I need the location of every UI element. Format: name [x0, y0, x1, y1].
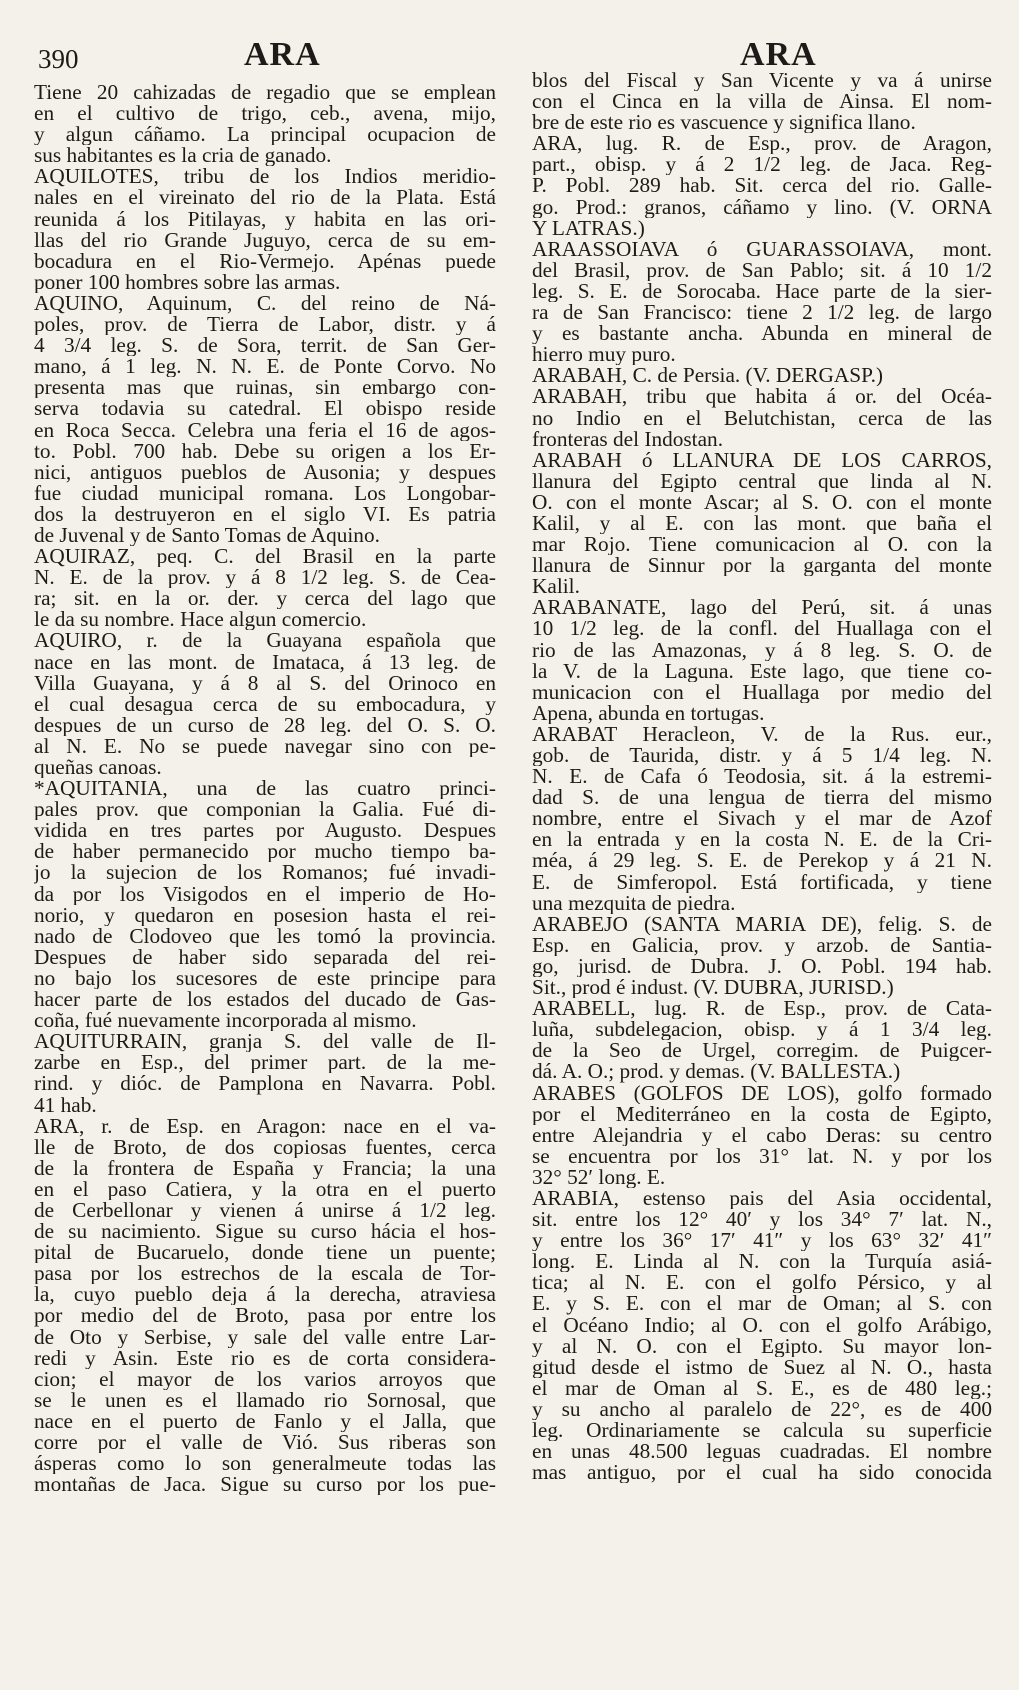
- text-line: de Juvenal y de Santo Tomas de Aquino.: [34, 524, 380, 547]
- text-line: ARAASSOIAVA ó GUARASSOIAVA, mont.: [532, 238, 992, 260]
- text-line: ARABELL, lug. R. de Esp., prov. de Cata-: [532, 998, 992, 1020]
- text-line: se le unen es el llamado rio Sornosal, que: [34, 1389, 496, 1411]
- text-line: poner 100 hombres sobre las armas.: [34, 271, 341, 293]
- text-line: no Indio en el Belutchistan, cerca de las: [532, 407, 992, 429]
- text-line: queñas canoas.: [34, 757, 162, 779]
- text-line: 10 1/2 leg. de la confl. del Huallaga con el: [532, 618, 992, 640]
- text-line: fue ciudad municipal romana. Los Longobar-: [34, 482, 496, 504]
- text-line: dá. A. O.; prod. y demas. (V. BALLESTA.): [532, 1061, 901, 1083]
- text-line: AQUIRAZ, peq. C. del Brasil en la parte: [34, 546, 496, 568]
- text-line: jo la sujecion de los Romanos; fué invadi-: [34, 862, 496, 884]
- text-line: luña, subdelegacion, obisp. y á 1 3/4 leg.: [532, 1019, 992, 1041]
- text-line: con el Cinca en la villa de Ainsa. El nom-: [532, 91, 992, 113]
- text-line: bocadura en el Rio-Vermejo. Apénas puede: [34, 250, 496, 272]
- text-line: ARABAH, C. de Persia. (V. DERGASP.): [532, 365, 884, 387]
- text-line: Despues de haber sido separada del rei-: [34, 946, 496, 968]
- text-line: nici, antiguos pueblos de Ausonia; y despues: [34, 461, 496, 483]
- text-line: dad S. de una lengua de tierra del mismo: [532, 787, 992, 809]
- text-line: la V. de la Laguna. Este lago, que tiene co-: [532, 660, 992, 682]
- text-line: llas del rio Grande Juguyo, cerca de su em-: [34, 229, 496, 251]
- text-line: no bajo los sucesores de este principe para: [34, 967, 496, 990]
- text-line: AQUIRO, r. de la Guayana española que: [34, 630, 496, 652]
- text-line: Tiene 20 cahizadas de regadio que se emplean: [34, 82, 496, 104]
- text-line: 4 3/4 leg. S. de Sora, territ. de San Ger-: [34, 335, 496, 357]
- text-line: pales prov. que componian la Galia. Fué di-: [34, 799, 496, 821]
- text-line: y su ancho al paralelo de 22°, es de 400: [532, 1398, 992, 1420]
- text-line: de su nacimiento. Sigue su curso hácia el hos-: [34, 1221, 496, 1243]
- text-line: llanura del Egipto central que linda al N.: [532, 470, 992, 492]
- text-line: O. con el monte Ascar; al S. O. con el monte: [532, 491, 992, 513]
- text-line: la, cuyo pueblo deja á la derecha, atraviesa: [34, 1284, 496, 1306]
- text-line: reunida á los Pitilayas, y habita en las ori-: [34, 208, 496, 230]
- text-line: municacion con el Huallaga por medio del: [532, 681, 992, 703]
- text-line: nales en el vireinato del rio de la Plata. Está: [34, 187, 496, 209]
- text-line: en Roca Secca. Celebra una feria el 16 de agos-: [34, 419, 496, 441]
- text-line: en el cultivo de trigo, ceb., avena, mijo,: [34, 103, 496, 125]
- text-line: presenta mas que ruinas, sin embargo con-: [34, 377, 496, 399]
- text-line: ásperas como lo son generalmeute todas las: [34, 1453, 496, 1475]
- text-line: redi y Asin. Este rio es de corta considera-: [34, 1347, 496, 1369]
- text-line: pasa por los estrechos de la escala de Tor-: [34, 1263, 496, 1285]
- text-line: ARABANATE, lago del Perú, sit. á unas: [532, 597, 992, 619]
- text-line: rind. y dióc. de Pamplona en Navarra. Pobl.: [34, 1073, 496, 1095]
- text-line: N. E. de Cafa ó Teodosia, sit. á la estremi-: [532, 766, 992, 788]
- text-line: norio, y quedaron en posesion hasta el rei-: [34, 904, 496, 926]
- text-line: nace en el puerto de Fanlo y el Jalla, que: [34, 1410, 496, 1432]
- text-line: mar Rojo. Tiene comunicacion al O. con la: [532, 534, 992, 556]
- text-line: to. Pobl. 700 hab. Debe su origen a los Er-: [34, 440, 496, 462]
- text-line: leg. Ordinariamente se calcula su superficie: [532, 1420, 992, 1442]
- text-line: ARABAH, tribu que habita á or. del Océa-: [532, 386, 992, 408]
- text-line: por el Mediterráneo en la costa de Egipto,: [532, 1103, 992, 1125]
- text-line: 32° 52′ long. E.: [532, 1166, 666, 1188]
- text-line: nombre, entre el Sivach y el mar de Azof: [532, 808, 992, 830]
- page-number: 390: [38, 44, 79, 74]
- text-line: da por los Visigodos en el imperio de Ho-: [34, 883, 496, 905]
- text-line: nace en las mont. de Imataca, á 13 leg. de: [34, 651, 496, 673]
- text-line: dos la destruyeron en el siglo VI. Es patria: [34, 503, 496, 525]
- text-line: ARABIA, estenso pais del Asia occidental,: [532, 1187, 992, 1210]
- text-line: méa, á 29 leg. S. E. de Perekop y á 21 N.: [532, 850, 992, 872]
- text-line: N. E. de la prov. y á 8 1/2 leg. S. de Cea-: [34, 567, 496, 589]
- text-line: *AQUITANIA, una de las cuatro princi-: [34, 778, 496, 800]
- text-line: gob. de Taurida, distr. y á 5 1/4 leg. N.: [532, 745, 992, 767]
- text-line: una mezquita de piedra.: [532, 892, 736, 914]
- text-line: AQUILOTES, tribu de los Indios meridio-: [34, 166, 496, 188]
- text-line: fronteras del Indostan.: [532, 428, 724, 450]
- left-column: [34, 82, 496, 1495]
- text-line: lle de Broto, de dos copiosas fuentes, cerca: [34, 1136, 496, 1158]
- text-line: ra; sit. en la or. der. y cerca del lago que: [34, 588, 496, 610]
- text-line: sus habitantes es la cria de ganado.: [34, 145, 332, 167]
- text-line: llanura de Sinnur por la garganta del monte: [532, 555, 992, 577]
- text-line: Kalil, y al E. con las mont. que baña el: [532, 512, 992, 535]
- text-line: el cual desagua cerca de su embocadura, y: [34, 693, 496, 715]
- text-line: ARABAH ó LLANURA DE LOS CARROS,: [532, 449, 992, 471]
- text-line: AQUITURRAIN, granja S. del valle de Il-: [34, 1031, 496, 1053]
- text-line: 41 hab.: [34, 1094, 97, 1116]
- text-line: cion; el mayor de los varios arroyos que: [34, 1368, 496, 1390]
- text-line: en unas 48.500 leguas cuadradas. El nombre: [532, 1441, 992, 1463]
- text-line: el Océano Indio; al O. con el golfo Arábigo,: [532, 1314, 992, 1336]
- text-line: go, jurisd. de Dubra. J. O. Pobl. 194 hab.: [532, 955, 992, 978]
- text-line: Villa Guayana, y á 8 al S. del Orinoco en: [34, 672, 496, 694]
- text-line: ARA, r. de Esp. en Aragon: nace en el va-: [34, 1115, 496, 1137]
- text-line: de la Seo de Urgel, corregim. de Puigcer-: [532, 1040, 992, 1062]
- text-line: nado de Clodoveo que les tomó la provincia.: [34, 925, 496, 947]
- text-line: al N. E. No se puede navegar sino con pe-: [34, 735, 496, 757]
- text-line: part., obisp. y á 2 1/2 leg. de Jaca. Reg-: [532, 154, 992, 176]
- text-line: de Oto y Serbise, y sale del valle entre Lar-: [34, 1326, 496, 1348]
- running-head-right: ARA: [740, 36, 817, 73]
- text-line: AQUINO, Aquinum, C. del reino de Ná-: [34, 292, 496, 315]
- text-line: despues de un curso de 28 leg. del O. S. O.: [34, 714, 496, 736]
- text-line: por medio del de Broto, pasa por entre los: [34, 1305, 496, 1327]
- text-line: coña, fué nuevamente incorporada al mismo.: [34, 1010, 417, 1032]
- text-line: leg. S. E. de Sorocaba. Hace parte de la sier-: [532, 280, 992, 303]
- text-line: E. de Simferopol. Está fortificada, y tiene: [532, 871, 992, 893]
- text-line: en el paso Catiera, y la otra en el puerto: [34, 1178, 496, 1200]
- text-line: Esp. en Galicia, prov. y arzob. de Santia-: [532, 934, 992, 956]
- text-line: y entre los 36° 17′ 41″ y los 63° 32′ 41″: [532, 1230, 992, 1252]
- text-line: ARABAT Heracleon, V. de la Rus. eur.,: [532, 723, 992, 745]
- text-line: sit. entre los 12° 40′ y los 34° 7′ lat. N.,: [532, 1209, 992, 1231]
- text-line: y es bastante ancha. Abunda en mineral de: [532, 323, 992, 345]
- right-column: [532, 70, 992, 1483]
- text-line: corre por el valle de Vió. Sus riberas son: [34, 1432, 496, 1454]
- text-line: pital de Bucaruelo, donde tiene un puente;: [34, 1242, 496, 1264]
- text-line: Y LATRAS.): [532, 217, 645, 239]
- text-line: hierro muy puro.: [532, 344, 676, 366]
- text-line: el mar de Oman al S. E., es de 480 leg.;: [532, 1377, 992, 1399]
- text-line: de la frontera de España y Francia; la una: [34, 1157, 496, 1179]
- text-line: entre Alejandria y el cabo Deras: su centro: [532, 1124, 992, 1146]
- text-line: blos del Fiscal y San Vicente y va á unirse: [532, 70, 992, 92]
- text-line: Sit., prod é indust. (V. DUBRA, JURISD.): [532, 977, 894, 999]
- text-line: ARABEJO (SANTA MARIA DE), felig. S. de: [532, 913, 992, 935]
- text-line: de haber permanecido por mucho tiempo ba-: [34, 841, 496, 863]
- text-line: tica; al N. E. con el golfo Pérsico, y al: [532, 1272, 992, 1294]
- text-line: en la entrada y en la costa N. E. de la Cri-: [532, 829, 992, 851]
- text-line: E. y S. E. con el mar de Oman; al S. con: [532, 1293, 992, 1315]
- text-line: zarbe en Esp., del primer part. de la me-: [34, 1052, 496, 1074]
- text-line: y algun cáñamo. La principal ocupacion de: [34, 124, 496, 146]
- text-line: ARA, lug. R. de Esp., prov. de Aragon,: [532, 133, 992, 155]
- text-line: rio de las Amazonas, y á 8 leg. S. O. de: [532, 639, 992, 661]
- running-head-left: ARA: [244, 36, 321, 73]
- text-line: poles, prov. de Tierra de Labor, distr. y á: [34, 314, 496, 336]
- text-line: serva todavia su catedral. El obispo reside: [34, 398, 496, 420]
- text-line: montañas de Jaca. Sigue su curso por los pue-: [34, 1474, 496, 1496]
- text-line: de Cerbellonar y vienen á unirse á 1/2 leg.: [34, 1199, 496, 1222]
- text-line: y al N. O. con el Egipto. Su mayor lon-: [532, 1335, 992, 1357]
- text-line: ra de San Francisco: tiene 2 1/2 leg. de largo: [532, 302, 992, 324]
- text-line: long. E. Linda al N. con la Turquía asiá-: [532, 1251, 992, 1273]
- text-line: Kalil.: [532, 576, 580, 598]
- text-line: P. Pobl. 289 hab. Sit. cerca del rio. Galle-: [532, 175, 992, 197]
- text-line: Apena, abunda en tortugas.: [532, 702, 765, 724]
- text-line: hacer parte de los estados del ducado de Gas-: [34, 989, 496, 1011]
- text-line: le da su nombre. Hace algun comercio.: [34, 609, 367, 631]
- text-line: del Brasil, prov. de San Pablo; sit. á 10 1/2: [532, 259, 992, 281]
- text-line: bre de este rio es vascuence y significa llano.: [532, 112, 916, 134]
- text-line: ARABES (GOLFOS DE LOS), golfo formado: [532, 1082, 992, 1104]
- text-line: mas antiguo, por el cual ha sido conocida: [532, 1462, 992, 1484]
- text-line: mano, á 1 leg. N. N. E. de Ponte Corvo. No: [34, 356, 496, 378]
- text-line: vidida en tres partes por Augusto. Despues: [34, 820, 496, 842]
- text-line: se encuentra por los 31° lat. N. y por los: [532, 1145, 992, 1167]
- text-line: gitud desde el istmo de Suez al N. O., hasta: [532, 1356, 992, 1378]
- text-line: go. Prod.: granos, cáñamo y lino. (V. ORNA: [532, 196, 992, 218]
